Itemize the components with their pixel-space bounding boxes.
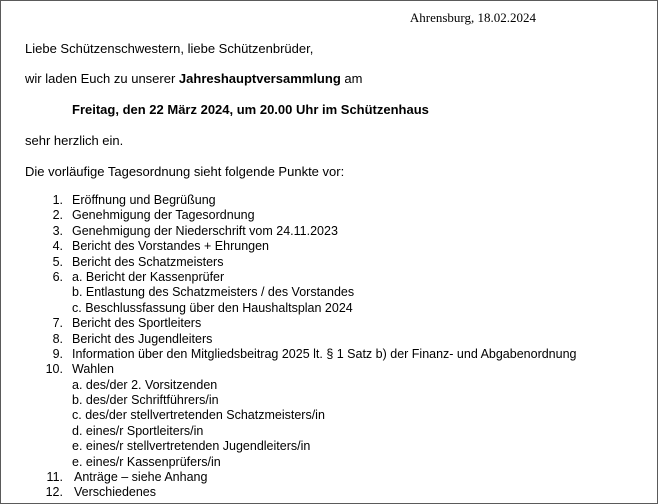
agenda-text: Verschiedenes — [74, 485, 157, 500]
agenda-subitem — [1, 424, 657, 439]
agenda-text: Bericht des Schatzmeisters — [72, 254, 224, 269]
agenda-item — [1, 316, 657, 331]
agenda-number: 11. — [46, 470, 63, 485]
agenda-text: Anträge – siehe Anhang — [74, 470, 208, 485]
agenda-number: 4. — [52, 239, 63, 254]
agenda-number: 1. — [52, 193, 63, 207]
agenda-text: Bericht des Sportleiters — [72, 316, 202, 331]
agenda-text: b. Entlastung des Schatzmeisters / des Vorstandes — [72, 285, 355, 300]
agenda-number: 12. — [45, 485, 63, 500]
agenda-text: b. des/der Schriftführers/in — [72, 393, 219, 408]
date-line: Ahrensburg, 18.02.2024 — [409, 10, 536, 25]
agenda-item — [1, 224, 657, 239]
agenda-text: Eröffnung und Begrüßung — [72, 193, 216, 207]
agenda-subitem — [1, 378, 657, 393]
agenda-subitem — [1, 301, 657, 316]
agenda-number: 7. — [52, 316, 63, 331]
agenda-subitem — [1, 439, 657, 454]
agenda-number: 6. — [52, 269, 63, 284]
agenda-item — [1, 332, 657, 347]
agenda-number: 10. — [45, 362, 63, 377]
agenda-text: c. Beschlussfassung über den Haushaltsplan 2024 — [72, 300, 353, 315]
meeting-date-line: Freitag, den 22 März 2024, um 20.00 Uhr im Schützenhaus — [72, 102, 429, 117]
agenda-subitem — [1, 455, 657, 470]
agenda-intro: Die vorläufige Tagesordnung sieht folgende Punkte vor: — [25, 164, 345, 179]
agenda-item — [1, 470, 657, 485]
agenda-subitem — [1, 393, 657, 408]
agenda-text: e. eines/r stellvertretenden Jugendleiters/in — [72, 439, 311, 454]
agenda-text: a. des/der 2. Vorsitzenden — [72, 377, 218, 392]
agenda-text: c. des/der stellvertretenden Schatzmeisters/in — [72, 408, 325, 423]
agenda-text: Bericht des Jugendleiters — [72, 331, 213, 346]
agenda-text: Genehmigung der Tagesordnung — [72, 208, 255, 223]
agenda-text: Genehmigung der Niederschrift vom 24.11.2023 — [72, 223, 338, 238]
agenda-number: 9. — [52, 346, 63, 361]
agenda-text: Bericht des Vorstandes + Ehrungen — [72, 239, 270, 254]
invitation-suffix: am — [340, 71, 363, 86]
salutation: Liebe Schützenschwestern, liebe Schützenbrüder, — [25, 41, 314, 56]
agenda-item — [1, 193, 657, 208]
agenda-number: 8. — [52, 331, 63, 346]
agenda-text: Wahlen — [72, 362, 114, 377]
agenda-text: e. eines/r Kassenprüfers/in — [72, 454, 221, 469]
agenda-item — [1, 347, 657, 362]
meeting-name: Jahreshauptversammlung — [178, 71, 341, 86]
agenda-item — [1, 485, 657, 500]
agenda-list — [1, 193, 657, 501]
agenda-text: Information über den Mitgliedsbeitrag 2025 lt. § 1 Satz b) der Finanz- und Abgabenordnung — [72, 346, 577, 361]
agenda-subitem — [1, 285, 657, 300]
agenda-item — [1, 362, 657, 377]
invitation-line — [25, 71, 362, 86]
agenda-item — [1, 208, 657, 223]
agenda-number: 3. — [52, 223, 63, 238]
closing-line: sehr herzlich ein. — [25, 133, 124, 148]
agenda-item — [1, 255, 657, 270]
agenda-item — [1, 270, 657, 285]
agenda-text: a. Bericht der Kassenprüfer — [72, 269, 225, 284]
agenda-number: 5. — [52, 254, 63, 269]
invitation-prefix: wir laden Euch zu unserer — [25, 71, 179, 86]
agenda-number: 2. — [52, 208, 63, 223]
agenda-subitem — [1, 408, 657, 423]
agenda-item — [1, 239, 657, 254]
agenda-text: d. eines/r Sportleiters/in — [72, 423, 204, 438]
